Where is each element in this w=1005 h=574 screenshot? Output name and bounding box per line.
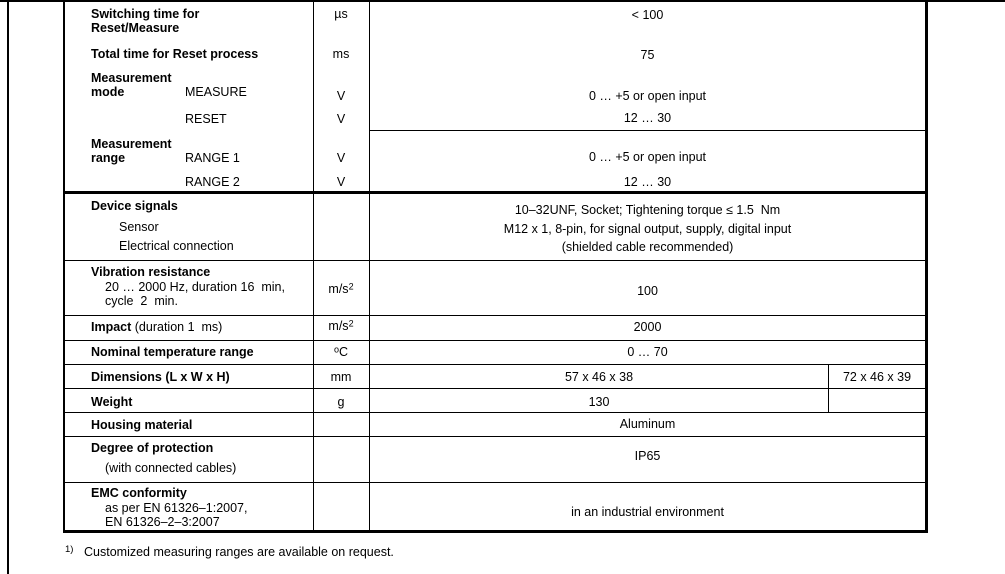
mode-range-value-divider xyxy=(370,130,925,131)
row-rule-vibration xyxy=(63,260,925,261)
measure-unit: V xyxy=(336,89,346,103)
temperature-unit xyxy=(313,346,369,359)
impact-unit-base: m/s xyxy=(328,319,349,333)
weight-unit: g xyxy=(337,395,345,409)
protection-label: Degree of protection xyxy=(91,441,214,455)
footnote-text: Customized measuring ranges are available on request. xyxy=(84,545,394,559)
vibration-detail-line1: 20 … 2000 Hz, duration 16 min, xyxy=(105,280,285,294)
switching-time-unit: µs xyxy=(334,7,348,21)
impact-label-bold: Impact xyxy=(91,320,132,334)
vibration-value: 100 xyxy=(637,284,658,298)
housing-label: Housing material xyxy=(91,418,193,432)
device-signals-label: Device signals xyxy=(91,199,178,213)
section-divider-thick xyxy=(63,191,928,194)
dimensions-unit: mm xyxy=(330,370,352,384)
device-signals-value-line2: M12 x 1, 8-pin, for signal output, supply, digital input xyxy=(503,222,792,236)
housing-value: Aluminum xyxy=(619,417,676,431)
measure-value: 0 … +5 or open input xyxy=(588,89,707,103)
emc-detail-line1: as per EN 61326–1:2007, xyxy=(105,501,248,515)
table-border-right xyxy=(925,0,928,533)
range1-sublabel: RANGE 1 xyxy=(185,151,240,165)
row-rule-housing xyxy=(63,412,925,413)
row-rule-weight xyxy=(63,388,925,389)
device-signals-electrical-sublabel: Electrical connection xyxy=(119,239,234,253)
row-rule-protection xyxy=(63,436,925,437)
footnote-marker: 1) xyxy=(65,544,74,555)
range2-unit: V xyxy=(336,175,346,189)
table-border-left xyxy=(63,0,65,533)
switching-time-label-line2: Reset/Measure xyxy=(91,21,180,35)
weight-value: 130 xyxy=(588,395,610,409)
measurement-mode-label-line2: mode xyxy=(91,85,125,99)
total-reset-time-unit: ms xyxy=(332,47,350,61)
vibration-unit-base: m/s xyxy=(328,282,349,296)
impact-value: 2000 xyxy=(633,320,662,334)
device-signals-value-line3: (shielded cable recommended) xyxy=(561,240,734,254)
switching-time-value: < 100 xyxy=(631,8,664,22)
impact-unit xyxy=(313,320,369,333)
temperature-unit-sup: o xyxy=(333,344,339,355)
emc-label: EMC conformity xyxy=(91,486,187,500)
dimensions-label: Dimensions (L x W x H) xyxy=(91,370,230,384)
total-reset-time-label: Total time for Reset process xyxy=(91,47,259,61)
row-rule-impact xyxy=(63,315,925,316)
impact-label xyxy=(91,321,222,334)
measurement-mode-label-line1: Measurement xyxy=(91,71,172,85)
row-rule-temperature xyxy=(63,340,925,341)
vibration-detail-line2: cycle 2 min. xyxy=(105,294,178,308)
reset-value: 12 … 30 xyxy=(623,111,672,125)
vibration-label: Vibration resistance xyxy=(91,265,211,279)
temperature-unit-base: C xyxy=(338,345,349,359)
range1-unit: V xyxy=(336,151,346,165)
measurement-range-label-line1: Measurement xyxy=(91,137,172,151)
unit-column-left-rule xyxy=(313,0,314,530)
vibration-unit-sup: 2 xyxy=(348,281,354,292)
reset-sublabel: RESET xyxy=(185,112,227,126)
vibration-unit xyxy=(313,283,369,296)
range1-value: 0 … +5 or open input xyxy=(588,150,707,164)
page-top-rule xyxy=(0,0,1005,2)
weight-label: Weight xyxy=(91,395,133,409)
page-left-rule xyxy=(7,0,9,574)
switching-time-label-line1: Switching time for xyxy=(91,7,200,21)
dimensions-value-variant2: 72 x 46 x 39 xyxy=(842,370,912,384)
dimensions-value-variant1: 57 x 46 x 38 xyxy=(564,370,634,384)
total-reset-time-value: 75 xyxy=(640,48,655,62)
emc-detail-line2: EN 61326–2–3:2007 xyxy=(105,515,220,529)
range2-value: 12 … 30 xyxy=(623,175,672,189)
row-rule-emc xyxy=(63,482,925,483)
temperature-label: Nominal temperature range xyxy=(91,345,254,359)
reset-unit: V xyxy=(336,112,346,126)
temperature-value: 0 … 70 xyxy=(627,345,668,359)
protection-value: IP65 xyxy=(634,449,661,463)
device-signals-sensor-sublabel: Sensor xyxy=(119,220,159,234)
table-border-bottom xyxy=(63,530,928,533)
impact-unit-sup: 2 xyxy=(348,318,354,329)
emc-value: in an industrial environment xyxy=(571,505,724,519)
row-rule-dimensions xyxy=(63,364,925,365)
range2-sublabel: RANGE 2 xyxy=(185,175,240,189)
device-signals-value-line1: 10–32UNF, Socket; Tightening torque ≤ 1.5 Nm xyxy=(514,203,781,217)
impact-label-rest: (duration 1 ms) xyxy=(131,320,223,334)
protection-sublabel: (with connected cables) xyxy=(105,461,237,475)
measure-sublabel: MEASURE xyxy=(185,85,247,99)
measurement-range-label-line2: range xyxy=(91,151,126,165)
